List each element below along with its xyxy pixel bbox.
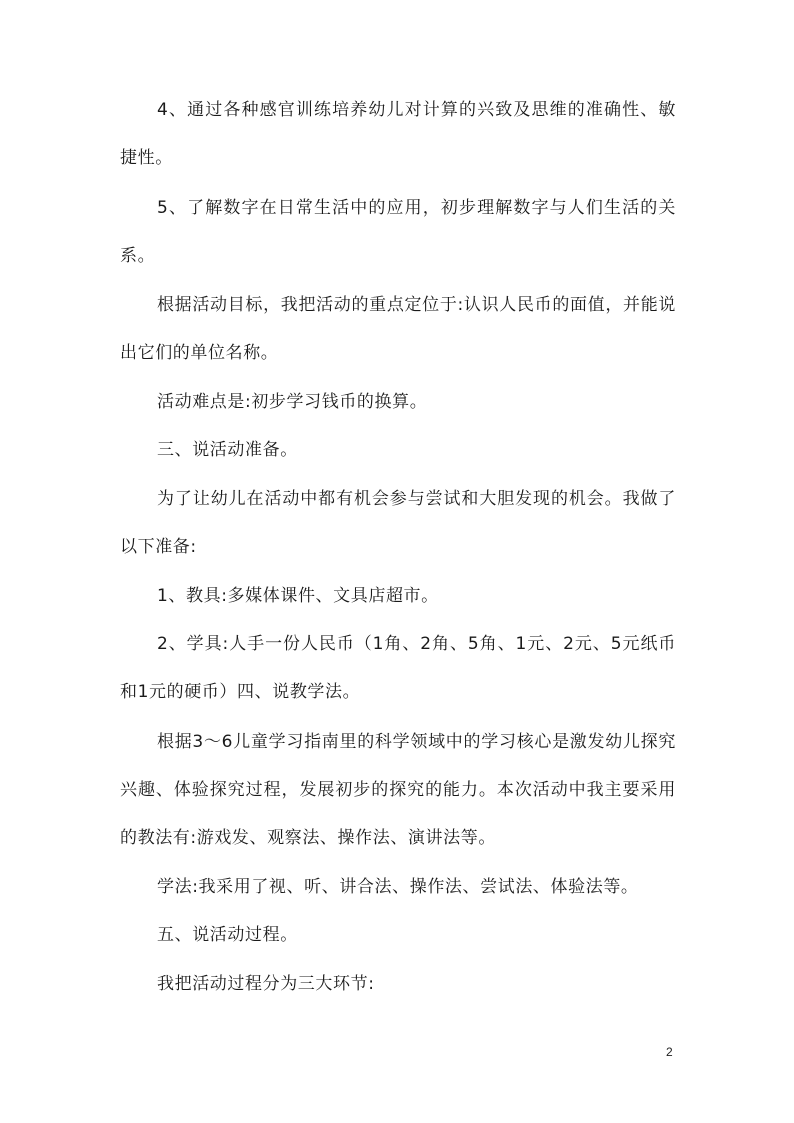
- page-number: 2: [666, 1045, 673, 1059]
- heading-preparation: 三、说活动准备。: [157, 440, 298, 460]
- paragraph-learning-aids: 2、学具:人手一份人民币（1角、2角、5角、1元、2元、5元纸币和1元的硬币）四、说教学法。: [120, 634, 676, 702]
- paragraph-teaching-aids: 1、教具:多媒体课件、文具店超市。: [157, 586, 439, 606]
- paragraph-goal-4: 4、通过各种感官训练培养幼儿对计算的兴致及思维的准确性、敏捷性。: [120, 100, 676, 168]
- paragraph-key-point: 根据活动目标，我把活动的重点定位于:认识人民币的面值，并能说出它们的单位名称。: [120, 295, 676, 363]
- paragraph-preparation-intro: 为了让幼儿在活动中都有机会参与尝试和大胆发现的机会。我做了以下准备:: [120, 489, 676, 557]
- paragraph-process-intro: 我把活动过程分为三大环节:: [157, 974, 375, 994]
- paragraph-teaching-method: 根据3～6儿童学习指南里的科学领域中的学习核心是激发幼儿探究兴趣、体验探究过程，发展初步的探究的能力。本次活动中我主要采用的教法有:游戏发、观察法、操作法、演讲法等。: [120, 732, 676, 848]
- paragraph-goal-5: 5、了解数字在日常生活中的应用，初步理解数字与人们生活的关系。: [120, 198, 676, 266]
- heading-process: 五、说活动过程。: [157, 925, 298, 945]
- paragraph-learning-method: 学法:我采用了视、听、讲合法、操作法、尝试法、体验法等。: [157, 877, 639, 897]
- paragraph-difficulty: 活动难点是:初步学习钱币的换算。: [157, 392, 428, 412]
